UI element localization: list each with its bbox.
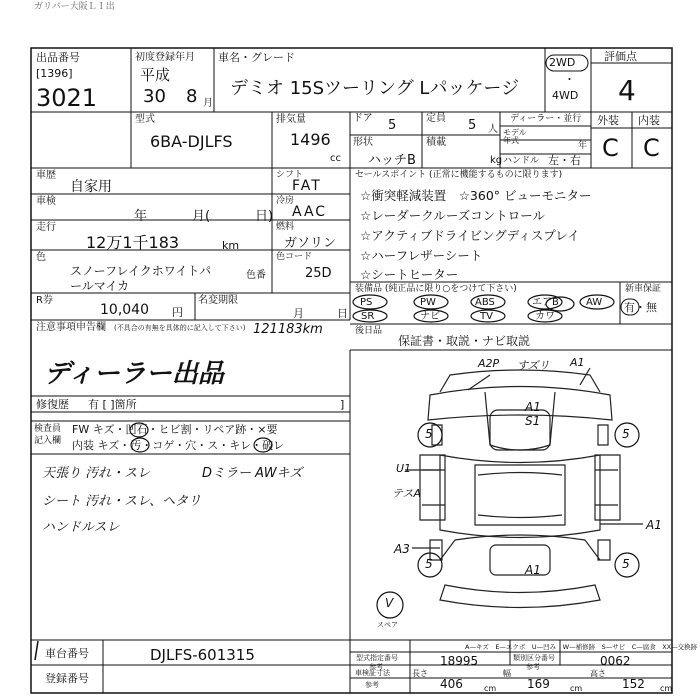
repair-close: ]: [340, 398, 345, 411]
header-top-text: ガリバー大阪ＬＩ出: [34, 2, 115, 12]
tax-month: 月: [293, 307, 304, 320]
handle-label: ハンドル: [503, 156, 540, 166]
width-value: 169: [527, 677, 550, 691]
color-code-label: 色コード: [276, 252, 313, 262]
shape-label: 形状: [353, 137, 373, 148]
equip-pw: PW: [420, 297, 436, 308]
fuel-value: ガソリン: [284, 236, 337, 251]
registration-era: 平成: [140, 66, 171, 84]
shift-value: FAT: [292, 178, 322, 194]
notes-sub: (不具合の有無を具体的に記入して下さい): [114, 324, 246, 332]
tax-unit: 円: [172, 306, 183, 319]
load-unit: kg: [490, 155, 503, 166]
sales-point-2: ☆レーダークルーズコントロール: [360, 208, 545, 223]
equip-leather: カワ: [535, 311, 555, 322]
drive-sep: ・: [564, 73, 575, 86]
inspection-year: 年: [134, 209, 148, 224]
hand-note-2: シート 汚れ・スレ、ヘタリ: [42, 494, 202, 509]
accessories-label: 後日品: [355, 326, 383, 336]
ac-value: AAC: [292, 204, 328, 220]
equip-aw: AW: [586, 297, 603, 308]
tire-rr: 5: [622, 557, 630, 571]
rating-value: 4: [618, 74, 636, 107]
handle-value: 左・右: [548, 154, 581, 167]
damage-legend: A—キズ E—エクボ U—凹み W—補修跡 S—サビ C—腐食 XX—交換跡: [465, 643, 698, 651]
color-code: 25D: [305, 266, 332, 281]
tax-validity-label: 名変期限: [198, 295, 238, 306]
sales-label: セールスポイント (正常に機能するものに限ります): [355, 170, 563, 180]
displacement-label: 排気量: [276, 114, 306, 125]
doors-value: 5: [388, 118, 397, 133]
notes-main: ディーラー出品: [44, 359, 224, 389]
registration-month-unit: 月: [203, 98, 213, 109]
inspector-label-2: 記入欄: [34, 436, 62, 446]
class-no-ref: 参考: [526, 663, 540, 671]
registration-month: 8: [186, 86, 198, 107]
exterior-value: C: [602, 134, 619, 162]
width-label: 幅: [503, 669, 511, 678]
equip-tv: TV: [480, 311, 493, 322]
dim-label: 車検証寸法: [355, 669, 390, 677]
inspection-label: 車検: [36, 196, 56, 207]
equip-airbag: エアB: [532, 297, 559, 308]
accessories-value: 保証書・取説・ナビ取説: [398, 334, 531, 348]
mileage-unit: km: [222, 239, 240, 252]
mileage-label: 走行: [36, 222, 56, 233]
tax-day: 日: [337, 307, 348, 320]
tire-rl: 5: [425, 557, 433, 571]
capacity-unit: 人: [488, 124, 498, 135]
color-label: 色: [36, 252, 46, 263]
model-label: 型式: [135, 114, 155, 125]
height-label: 高さ: [590, 669, 606, 678]
tire-fr: 5: [622, 427, 630, 441]
mark-top-a1: A1: [570, 356, 585, 369]
inspection-month: 月(: [192, 209, 211, 224]
dim-ref: 参考: [365, 681, 379, 689]
drive-2wd: 2WD: [549, 56, 576, 69]
interior-value: C: [643, 134, 660, 162]
mark-top-a2p: A2P: [478, 357, 500, 370]
inspector-label-1: 検査員: [34, 424, 62, 434]
length-unit: cm: [484, 684, 497, 693]
sales-point-3: ☆アクティブドライビングディスプレイ: [360, 228, 580, 243]
inspection-day: 日): [255, 209, 274, 224]
equip-ps: PS: [360, 297, 373, 308]
registration-no-label: 登録番号: [45, 672, 89, 685]
lot-number: 3021: [36, 84, 98, 112]
fuel-label: 燃料: [276, 222, 295, 232]
chassis-value: DJLFS-601315: [150, 646, 255, 664]
drive-4wd: 4WD: [552, 89, 579, 102]
interior-label: 内装: [638, 114, 660, 127]
ac-label: 冷房: [276, 196, 295, 206]
displacement-value: 1496: [290, 130, 331, 149]
shift-label: シフト: [276, 170, 304, 180]
exterior-label: 外装: [597, 114, 619, 127]
spare-mark: V: [385, 596, 394, 610]
length-value: 406: [440, 677, 463, 691]
inspector-interior-row: 内装 キズ・汚・コゲ・穴・ス・キレ・破レ: [72, 439, 285, 452]
dealer-label: ディーラー・並行: [510, 114, 582, 124]
chassis-label: 車台番号: [45, 647, 89, 660]
hand-note-4: Dミラー AWキズ: [202, 466, 303, 481]
car-label: 車名・グレード: [218, 51, 295, 64]
model-value: 6BA-DJLFS: [150, 132, 233, 151]
model-no-label: 型式指定番号: [356, 654, 398, 662]
warranty-value: 有・無: [624, 301, 657, 314]
class-no-value: 0062: [600, 654, 631, 668]
mark-right-a1: A1: [646, 518, 662, 532]
registration-label: 初度登録年月: [135, 52, 195, 63]
rating-label: 評価点: [604, 50, 637, 63]
color-value-2: ールマイカ: [70, 279, 130, 293]
equip-sr: SR: [361, 311, 375, 322]
doors-label: ドア: [353, 113, 373, 124]
height-unit: cm: [660, 684, 673, 693]
inspector-exterior-row: FW キズ・凹石・ヒビ割・リペア跡・×要: [72, 423, 278, 436]
modelyear-label1: モデル: [503, 128, 527, 137]
tire-fl: 5: [425, 427, 433, 441]
capacity-label: 定員: [426, 113, 446, 124]
mark-roof-s1: S1: [525, 414, 541, 428]
mark-top-kizuri: すズリ: [517, 359, 550, 372]
mark-left-a3: A3: [394, 542, 410, 556]
color-no-label: 色番: [246, 270, 266, 281]
sales-point-5: ☆シートヒーター: [360, 267, 459, 282]
hand-note-3: ハンドルスレ: [42, 520, 120, 535]
displacement-unit: cc: [330, 153, 341, 164]
hand-note-1: 天張り 汚れ・スレ: [42, 466, 151, 481]
mark-roof-a1: A1: [525, 400, 541, 414]
mark-rear-a1: A1: [525, 563, 541, 577]
sales-point-4: ☆ハーフレザーシート: [360, 248, 483, 263]
lot-label: 出品番号: [36, 51, 80, 64]
length-label: 長さ: [412, 669, 428, 678]
notes-label: 注意事項申告欄: [36, 322, 106, 333]
model-no-value: 18995: [440, 654, 479, 668]
height-value: 152: [622, 677, 645, 691]
color-value-1: スノーフレイクホワイトパ: [70, 264, 212, 278]
tax-label: R券: [36, 295, 53, 306]
modelyear-unit: 年: [578, 141, 588, 151]
shape-value: ハッチB: [368, 153, 416, 168]
mileage-value: 12万1千183: [86, 233, 180, 252]
history-label: 車歴: [36, 170, 56, 181]
spare-label: スペア: [377, 621, 398, 629]
warranty-label: 新車保証: [625, 284, 662, 294]
model-no-ref: 参考: [369, 663, 383, 671]
width-unit: cm: [570, 684, 583, 693]
mark-left-u1: U1: [396, 462, 412, 475]
equip-navi: ナビ: [420, 311, 440, 322]
equipment-label: 装備品 (純正品に限り○をつけて下さい): [355, 284, 517, 294]
registration-year: 30: [143, 86, 166, 107]
lot-code: [1396]: [36, 67, 73, 80]
repair-label: 修復歴: [36, 398, 69, 411]
repair-value: 有 [ ]箇所: [88, 398, 137, 411]
history-value: 自家用: [70, 179, 112, 195]
class-no-label: 類別区分番号: [513, 654, 555, 662]
mark-left-tesa: テスA: [392, 487, 422, 500]
notes-mileage: 121183km: [253, 322, 323, 337]
load-label: 積載: [426, 137, 446, 148]
tax-value: 10,040: [100, 302, 149, 318]
sales-point-1: ☆衝突軽減装置 ☆360° ビューモニター: [360, 188, 592, 203]
equip-abs: ABS: [475, 297, 495, 308]
capacity-value: 5: [468, 118, 477, 133]
modelyear-label2: 年式: [503, 136, 519, 145]
car-name: デミオ 15Sツーリング Lパッケージ: [230, 78, 520, 99]
